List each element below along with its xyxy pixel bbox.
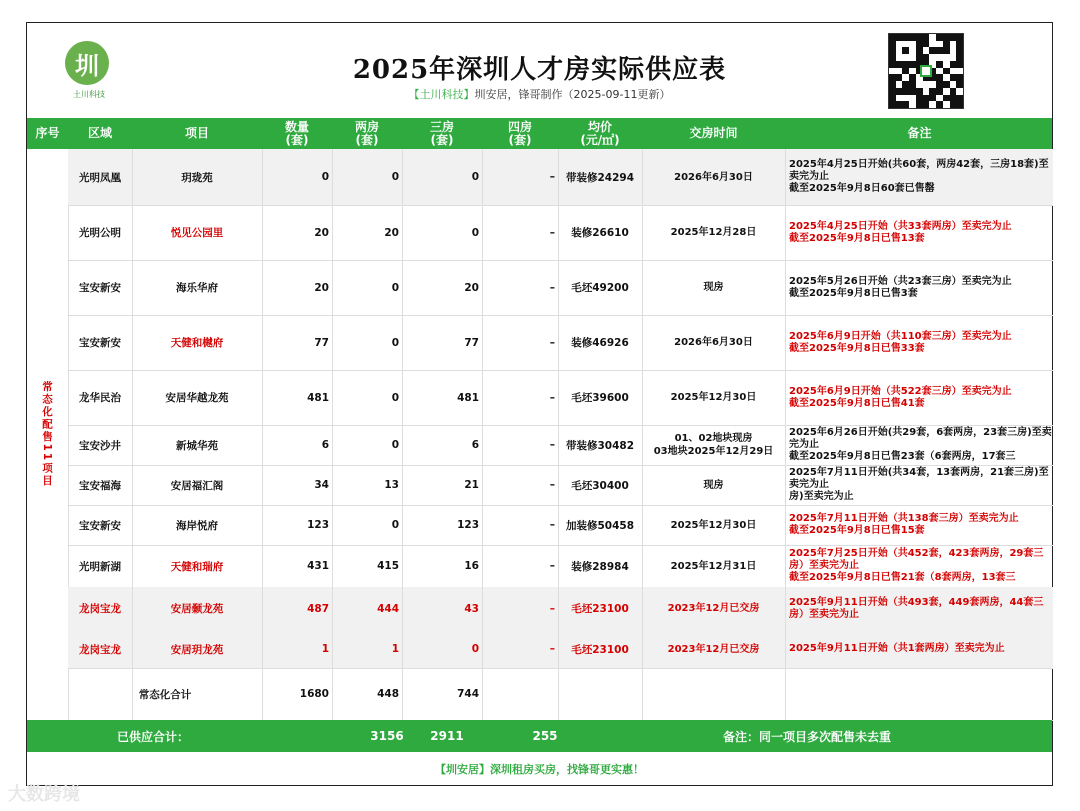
logo-icon: 圳 [65, 41, 109, 85]
header [27, 23, 1052, 119]
grid-line [642, 149, 643, 720]
cell-three: 0 [471, 171, 479, 183]
subtotal-three: 744 [457, 688, 479, 700]
cell-delivery: 2025年12月30日 [670, 519, 757, 531]
note-line: 截至2025年9月8日已售33套 [789, 342, 925, 354]
cell-area: 宝安新安 [79, 519, 121, 532]
cell-four: – [549, 560, 555, 572]
cell-delivery: 2025年12月28日 [670, 227, 757, 238]
cell-price: 毛坯23100 [571, 643, 629, 656]
cell-qty: 34 [314, 479, 329, 491]
cell-price: 装修28984 [571, 560, 629, 573]
cell-project: 天健和樾府 [170, 337, 224, 349]
cell-delivery: 2023年12月已交房 [667, 603, 760, 614]
col-four: 四房 (套) [507, 119, 532, 147]
col-delivery: 交房时间 [689, 126, 738, 140]
table-row [68, 587, 1053, 631]
cell-qty: 0 [321, 171, 329, 183]
grid-line [262, 149, 263, 720]
cell-three: 43 [464, 602, 479, 615]
cell-area: 光明新湖 [79, 560, 121, 573]
note-line: 2025年7月25日开始（共452套，423套两房，29套三房）至卖完为止 [789, 548, 1044, 571]
cell-area: 龙华民治 [79, 392, 121, 404]
col-project: 项目 [184, 126, 209, 140]
cell-qty: 1 [321, 643, 329, 655]
supply-sheet [26, 22, 1053, 786]
cell-three: 20 [464, 281, 479, 294]
cell-price: 毛坯23100 [571, 603, 629, 615]
cell-delivery: 01、02地块现房 03地块2025年12月29日 [653, 433, 774, 457]
table-row [68, 545, 1053, 588]
cell-project: 天健和瑞府 [170, 560, 224, 573]
col-note: 备注 [907, 126, 932, 140]
note-line: 2025年7月11日开始(共34套，13套两房，21套三房)至卖完为止 [789, 467, 1049, 490]
cell-four: – [549, 479, 555, 491]
cell-note [786, 205, 1053, 260]
cell-qty: 77 [314, 336, 329, 349]
subtitle-text: 圳安居，锋哥制作（2025-09-11更新） [474, 88, 671, 101]
cell-two: 20 [384, 226, 399, 239]
cell-project: 安居玥龙苑 [170, 643, 224, 656]
cell-project: 安居华越龙苑 [165, 392, 229, 404]
grid-line [558, 149, 559, 720]
note-line: 2025年4月25日开始（共33套两房）至卖完为止 [789, 220, 1012, 232]
cell-qty: 123 [307, 519, 329, 531]
table-row [68, 630, 1053, 669]
subtitle-brand: 【土川科技】 [408, 88, 475, 101]
grid-line [332, 149, 333, 720]
cell-delivery: 2023年12月已交房 [667, 643, 760, 655]
table-row [68, 465, 1053, 506]
cell-two: 0 [391, 519, 399, 531]
cell-delivery: 现房 [703, 282, 724, 293]
cell-four: – [549, 643, 555, 655]
cell-area: 宝安福海 [79, 479, 121, 492]
table-row [68, 505, 1053, 546]
cell-three: 77 [464, 336, 479, 349]
cell-price: 带装修24294 [565, 171, 635, 184]
col-price: 均价 (元/㎡) [580, 119, 620, 147]
col-area: 区域 [87, 126, 112, 140]
cell-price: 毛坯39600 [571, 392, 629, 404]
cell-project: 悦见公园里 [170, 227, 224, 239]
cell-note [786, 587, 1053, 630]
total-two: 2911 [430, 729, 464, 743]
cell-two: 415 [377, 560, 399, 572]
cell-project: 海乐华府 [176, 282, 218, 294]
grid-line [132, 149, 133, 720]
grid-line [482, 149, 483, 720]
cell-area: 宝安沙井 [79, 439, 121, 452]
cell-project: 海岸悦府 [176, 519, 218, 532]
note-line: 2025年6月9日开始（共110套三房）至卖完为止 [789, 330, 1012, 342]
cell-qty: 20 [314, 226, 329, 239]
cell-delivery: 2026年6月30日 [674, 171, 753, 183]
subtotal-qty: 1680 [299, 688, 329, 700]
cell-project: 玥珑苑 [181, 171, 213, 184]
cell-two: 13 [384, 479, 399, 491]
cell-two: 444 [377, 602, 399, 615]
cell-price: 带装修30482 [565, 439, 635, 452]
cell-qty: 481 [307, 391, 329, 404]
cell-area: 宝安新安 [79, 337, 121, 349]
table-row [68, 315, 1053, 371]
page-title: 2025年深圳人才房实际供应表 [352, 55, 727, 85]
cell-two: 0 [391, 281, 399, 294]
cell-area: 宝安新安 [79, 282, 121, 294]
cell-two: 0 [391, 391, 399, 404]
table-row [68, 425, 1053, 466]
cell-area: 光明凤凰 [79, 171, 121, 184]
col-two: 两房 (套) [354, 119, 379, 147]
category-cell [27, 149, 69, 720]
cell-note [786, 545, 1053, 587]
note-line: 截至2025年9月8日已售41套 [789, 397, 925, 409]
subtotal-two: 448 [377, 688, 399, 700]
cell-qty: 431 [307, 560, 329, 572]
cell-price: 毛坯30400 [571, 479, 629, 492]
note-line: 2025年4月25日开始(共60套，两房42套，三房18套)至卖完为止 [789, 159, 1049, 182]
cell-four: – [549, 171, 555, 183]
cell-three: 16 [464, 560, 479, 572]
cell-four: – [549, 439, 555, 451]
cell-note [786, 315, 1053, 370]
grid-line [785, 149, 786, 720]
cell-note [786, 260, 1053, 315]
cell-two: 1 [391, 643, 399, 655]
note-line: 截至2025年9月8日已售23套（6套两房，17套三 [789, 451, 1016, 462]
col-seq: 序号 [35, 126, 60, 140]
total-three: 255 [532, 729, 558, 743]
cell-delivery: 2026年6月30日 [674, 337, 753, 348]
cell-two: 0 [391, 439, 399, 451]
cell-three: 0 [471, 226, 479, 239]
cell-area: 光明公明 [79, 227, 121, 239]
note-line: 截至2025年9月8日已售13套 [789, 232, 925, 244]
cell-four: – [549, 336, 555, 349]
cell-note [786, 505, 1053, 545]
cell-price: 毛坯49200 [571, 282, 629, 294]
cell-qty: 6 [321, 439, 329, 451]
table-row [68, 260, 1053, 316]
total-label: 已供应合计： [116, 729, 189, 744]
cell-note [786, 630, 1053, 668]
cell-four: – [549, 602, 555, 615]
cell-three: 123 [457, 519, 479, 531]
cell-two: 0 [391, 336, 399, 349]
cell-delivery: 2025年12月30日 [670, 392, 757, 403]
table-row [68, 149, 1053, 206]
cell-three: 481 [457, 391, 479, 404]
note-line: 2025年5月26日开始（共23套三房）至卖完为止 [789, 275, 1012, 287]
cell-delivery: 2025年12月31日 [670, 560, 757, 572]
subtotal-label: 常态化合计 [138, 688, 192, 701]
note-line: 2025年9月11日开始（共493套，449套两房，44套三房）至卖完为止 [789, 596, 1044, 620]
cell-qty: 487 [307, 602, 329, 615]
cell-delivery: 现房 [703, 479, 724, 491]
cell-three: 0 [471, 643, 479, 655]
note-line: 2025年6月26日开始(共29套，6套两房，23套三房)至卖完为止 [789, 427, 1052, 450]
col-three: 三房 (套) [429, 119, 454, 147]
grid-line [402, 149, 403, 720]
table-row [68, 205, 1053, 261]
col-qty: 数量 (套) [284, 119, 309, 147]
cell-area: 龙岗宝龙 [79, 643, 121, 656]
cell-price: 加装修50458 [565, 519, 635, 532]
cell-project: 新城华苑 [176, 439, 218, 452]
total-row [27, 720, 1052, 752]
cell-note [786, 149, 1053, 205]
cell-note [786, 370, 1053, 425]
cell-price: 装修26610 [571, 227, 629, 239]
cell-qty: 20 [314, 281, 329, 294]
logo-text: 土川科技 [73, 90, 105, 99]
note-line: 2025年6月9日开始（共522套三房）至卖完为止 [789, 385, 1012, 397]
table-header [27, 118, 1052, 149]
note-line: 截至2025年9月8日60套已售罄 [789, 183, 935, 194]
cell-note [786, 465, 1053, 505]
subtotal-row [68, 668, 1053, 721]
cell-area: 龙岗宝龙 [79, 603, 121, 615]
category-label: 常态化配售11项目 [41, 381, 53, 488]
cell-note [786, 425, 1053, 465]
note-line: 截至2025年9月8日已售21套（8套两房，13套三 [789, 572, 1016, 583]
qr-home-icon [920, 65, 932, 77]
cell-four: – [549, 519, 555, 531]
total-qty: 3156 [370, 729, 404, 743]
cell-price: 装修46926 [571, 337, 629, 349]
cell-three: 21 [464, 479, 479, 491]
cell-project: 安居颡龙苑 [170, 603, 224, 615]
note-line: 截至2025年9月8日已售15套 [789, 525, 925, 536]
cell-four: – [549, 281, 555, 294]
note-line: 截至2025年9月8日已售3套 [789, 287, 918, 299]
cell-two: 0 [391, 171, 399, 183]
table-row [68, 370, 1053, 426]
total-remark: 备注：同一项目多次配售未去重 [722, 729, 891, 744]
cell-project: 安居福汇阁 [170, 479, 224, 492]
slogan: 【圳安居】深圳租房买房，找锋哥更实惠！ [435, 763, 644, 776]
note-line: 2025年9月11日开始（共1套两房）至卖完为止 [789, 643, 1005, 654]
note-line: 房)至卖完为止 [789, 491, 854, 502]
cell-four: – [549, 391, 555, 404]
cell-four: – [549, 226, 555, 239]
watermark: 大数跨境 [8, 784, 80, 805]
note-line: 2025年7月11日开始（共138套三房）至卖完为止 [789, 513, 1019, 524]
cell-three: 6 [471, 439, 479, 451]
